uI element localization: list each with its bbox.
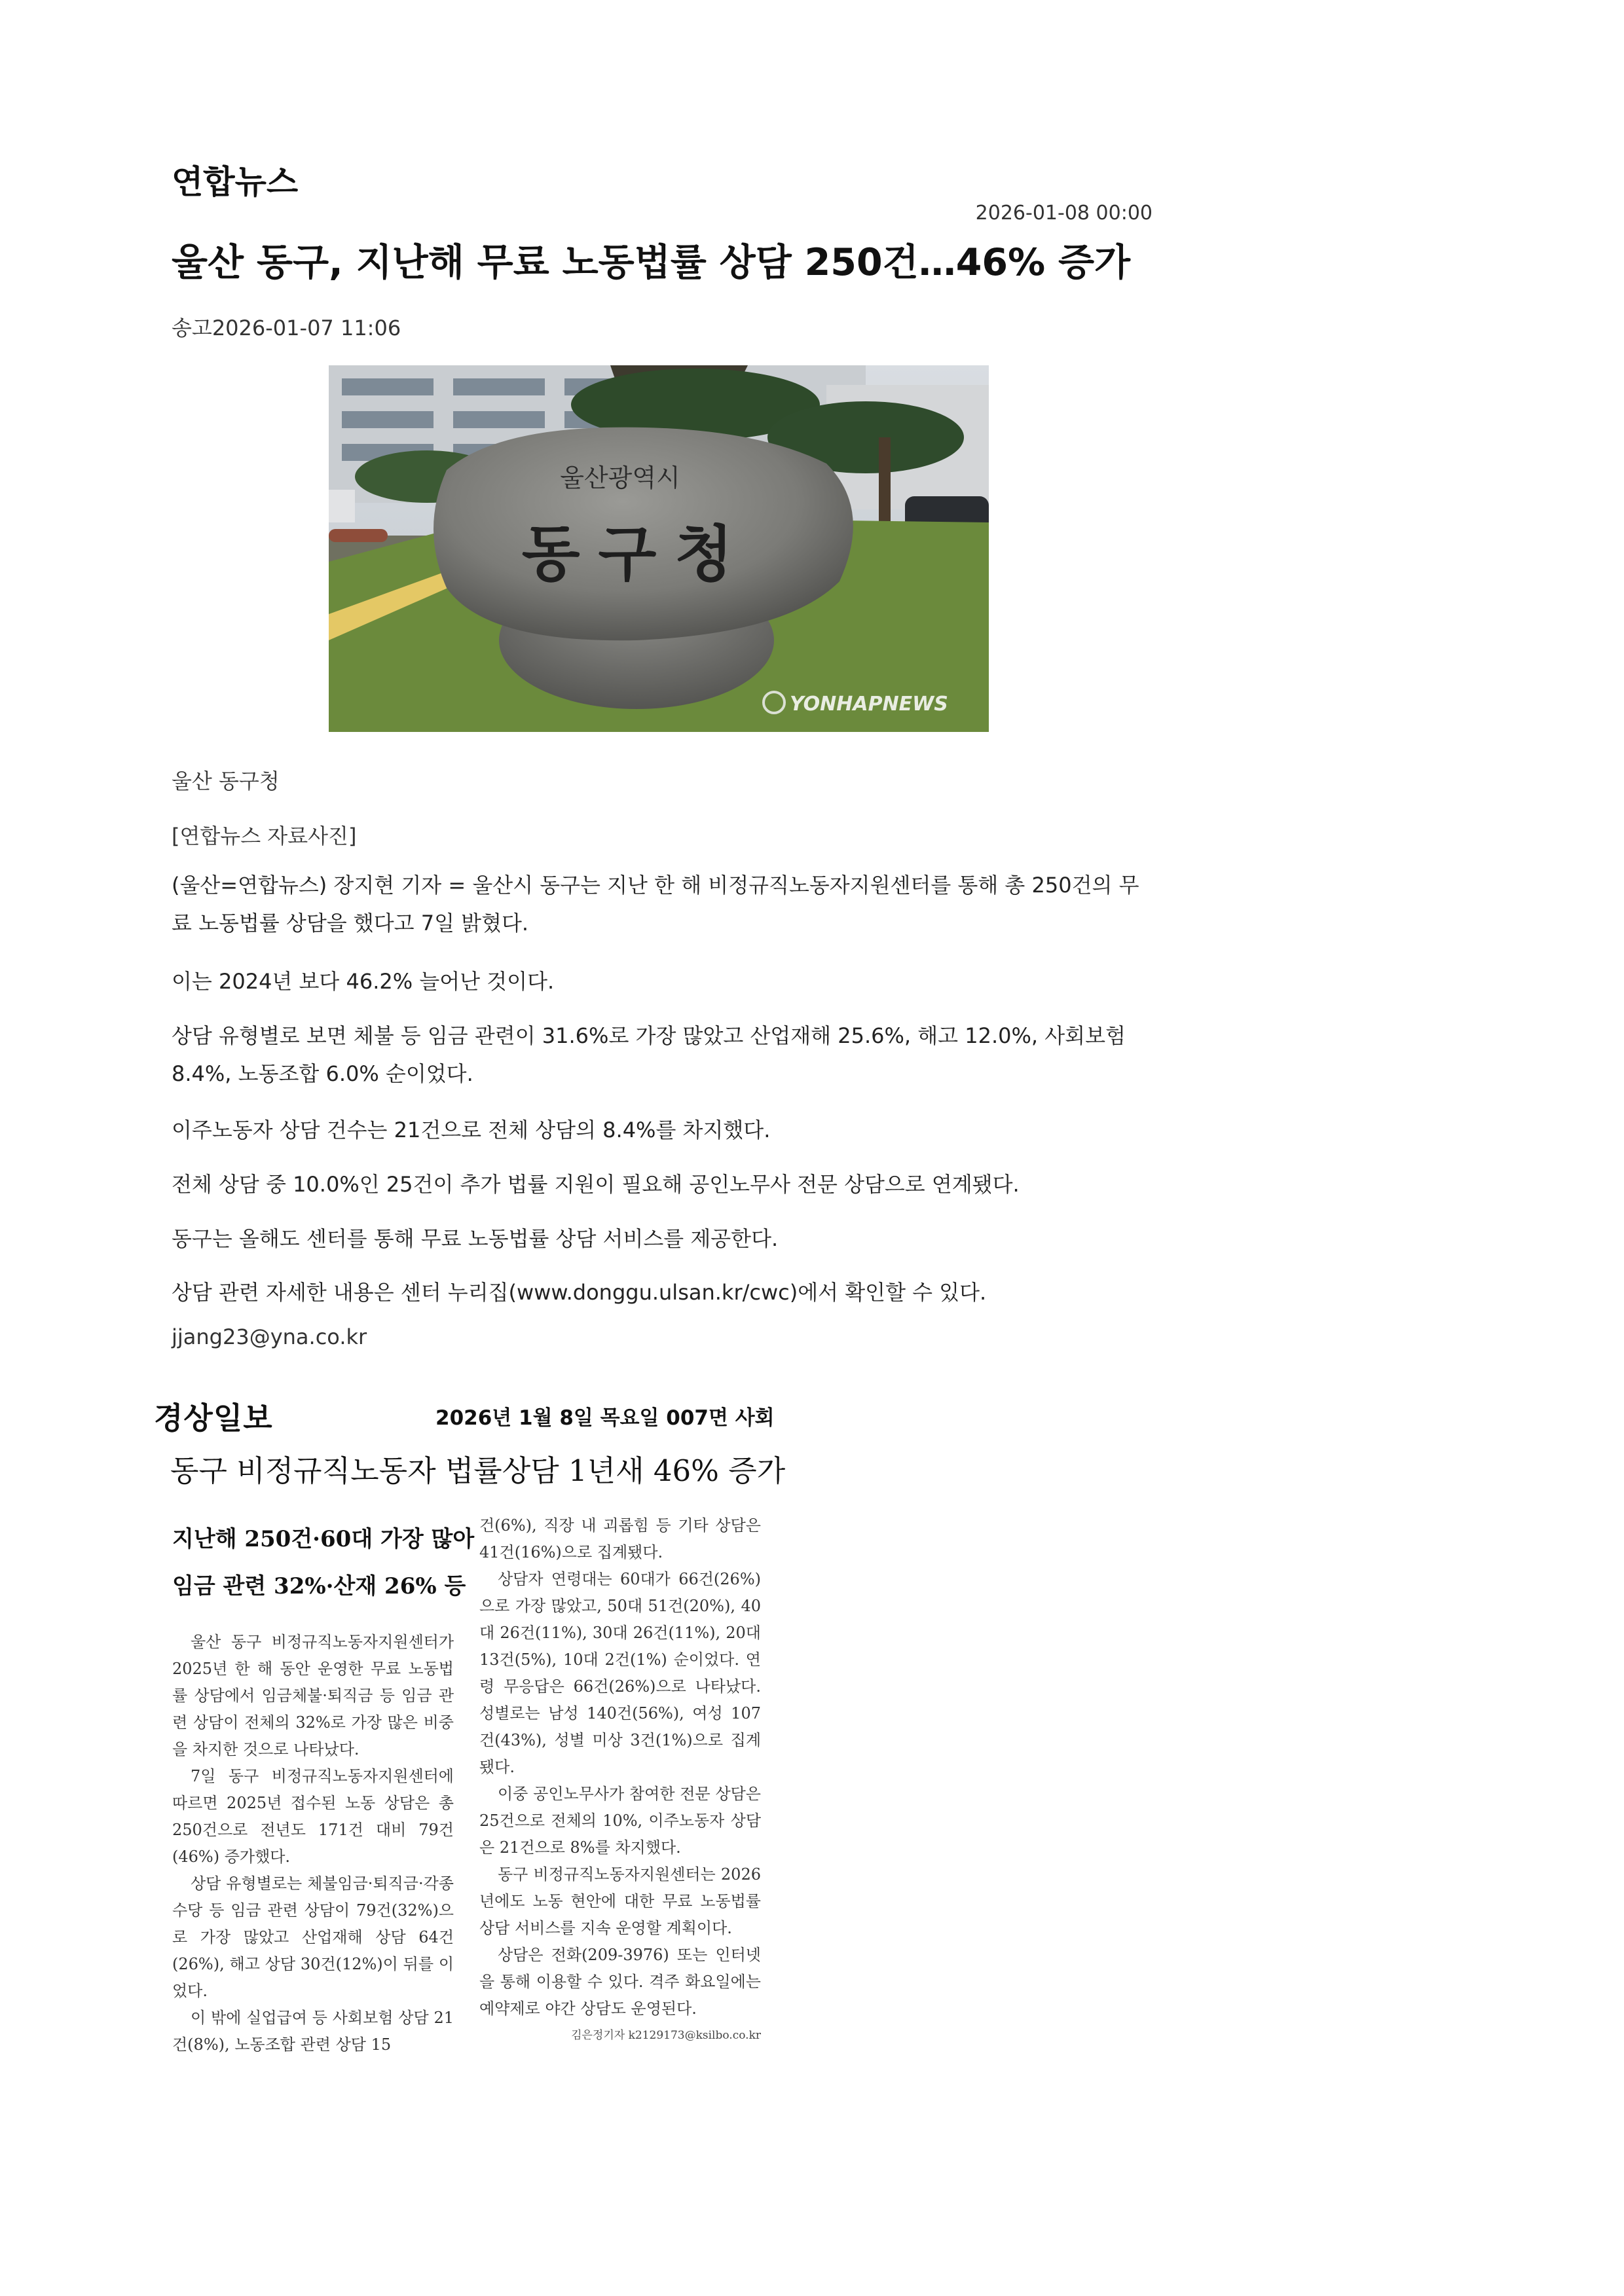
article-paragraph: 이주노동자 상담 건수는 21건으로 전체 상담의 8.4%를 차지했다. [172, 1118, 771, 1142]
reporter-email: jjang23@yna.co.kr [172, 1324, 367, 1349]
clipping-paragraph: 상담은 전화(209-3976) 또는 인터넷을 통해 이용할 수 있다. 격주 화요일에는 예약제로 야간 상담도 운영된다. 김은정기자 k2129173@ksilbo.co.kr [479, 1942, 761, 2022]
clipping-byline: 김은정기자 k2129173@ksilbo.co.kr [571, 2029, 761, 2042]
clipping-paragraph: 상담 유형별로는 체불임금·퇴직금·각종 수당 등 임금 관련 상담이 79건(32%)으로 가장 많았고 산업재해 상담 64건(26%), 해고 상담 30건(12%)이 뒤를 이었다. [172, 1874, 454, 2000]
clipping-title: 동구 비정규직노동자 법률상담 1년새 46% 증가 [170, 1453, 786, 1488]
clipping-paragraph: 동구 비정규직노동자지원센터는 2026년에도 노동 현안에 대한 무료 노동법률 상담 서비스를 지속 운영할 계획이다. [479, 1865, 761, 1937]
photo-caption: 울산 동구청 [172, 769, 280, 793]
sent-time: 송고2026-01-07 11:06 [172, 316, 401, 340]
article-paragraph: 동구는 올해도 센터를 통해 무료 노동법률 상담 서비스를 제공한다. [172, 1226, 779, 1251]
photo-watermark: YONHAPNEWS [790, 693, 948, 716]
clipping-column-left [172, 1629, 454, 2058]
stone-main-text: 동구청 [521, 519, 752, 589]
clipping-date-line: 2026년 1월 8일 목요일 007면 사회 [435, 1406, 775, 1430]
article-paragraph: 상담 유형별로 보면 체불 등 임금 관련이 31.6%로 가장 많았고 산업재해 25.6%, 해고 12.0%, 사회보험 8.4%, 노동조합 6.0% 순이었다. [172, 1023, 1126, 1086]
newspaper-clipping [154, 1394, 786, 2082]
article-headline: 울산 동구, 지난해 무료 노동법률 상담 250건…46% 증가 [172, 241, 1131, 284]
newspaper-logo: 경상일보 [154, 1400, 273, 1436]
clipping-subtitle: 지난해 250건·60대 가장 많아 [172, 1526, 475, 1552]
article-paragraph: 전체 상담 중 10.0%인 25건이 추가 법률 지원이 필요해 공인노무사 전문 상담으로 연계됐다. [172, 1172, 1020, 1197]
clipping-paragraph: 상담자 연령대는 60대가 66건(26%)으로 가장 많았고, 50대 51건(20%), 40대 26건(11%), 30대 26건(11%), 20대 13건(5%), 10대 2건(1%) 순이었다. 연령 무응답은 66건(26%)으로 나타났다. 성별로는 남성 140건(56%), 여성 107건(43%), 성별 미상 3건(1%)으로 집계됐다. [479, 1570, 761, 1776]
clipping-subtitle: 임금 관련 32%·산재 26% 등 [172, 1573, 466, 1599]
clipping-paragraph: 이 밖에 실업급여 등 사회보험 상담 21건(8%), 노동조합 관련 상담 15 [172, 2009, 454, 2054]
published-datetime: 2026-01-08 00:00 [975, 202, 1153, 225]
clipping-paragraph: 건(6%), 직장 내 괴롭힘 등 기타 상담은 41건(16%)으로 집계됐다. [479, 1516, 761, 1561]
clipping-paragraph: 울산 동구 비정규직노동자지원센터가 2025년 한 해 동안 운영한 무료 노동법률 상담에서 임금체불·퇴직금 등 임금 관련 상담이 전체의 32%로 가장 많은 비중을 차지한 것으로 나타났다. [172, 1633, 454, 1758]
clipping-paragraph: 7일 동구 비정규직노동자지원센터에 따르면 2025년 접수된 노동 상담은 총 250건으로 전년도 171건 대비 79건(46%) 증가했다. [172, 1767, 454, 1866]
article-paragraph: (울산=연합뉴스) 장지현 기자 = 울산시 동구는 지난 한 해 비정규직노동자지원센터를 통해 총 250건의 무료 노동법률 상담을 했다고 7일 밝혔다. [172, 873, 1139, 936]
stone-top-text: 울산광역시 [560, 464, 680, 492]
source-name: 연합뉴스 [172, 163, 299, 201]
article-paragraph: 이는 2024년 보다 46.2% 늘어난 것이다. [172, 969, 555, 994]
article-photo [329, 365, 989, 732]
dong-gu-office-stone-photo [329, 365, 989, 732]
article-paragraph: 상담 관련 자세한 내용은 센터 누리집(www.donggu.ulsan.kr/cwc)에서 확인할 수 있다. [172, 1280, 987, 1305]
photo-credit: [연합뉴스 자료사진] [172, 824, 357, 848]
clipping-paragraph: 이중 공인노무사가 참여한 전문 상담은 25건으로 전체의 10%, 이주노동자 상담은 21건으로 8%를 차지했다. [479, 1785, 761, 1857]
clipping-column-right [479, 1512, 761, 2049]
